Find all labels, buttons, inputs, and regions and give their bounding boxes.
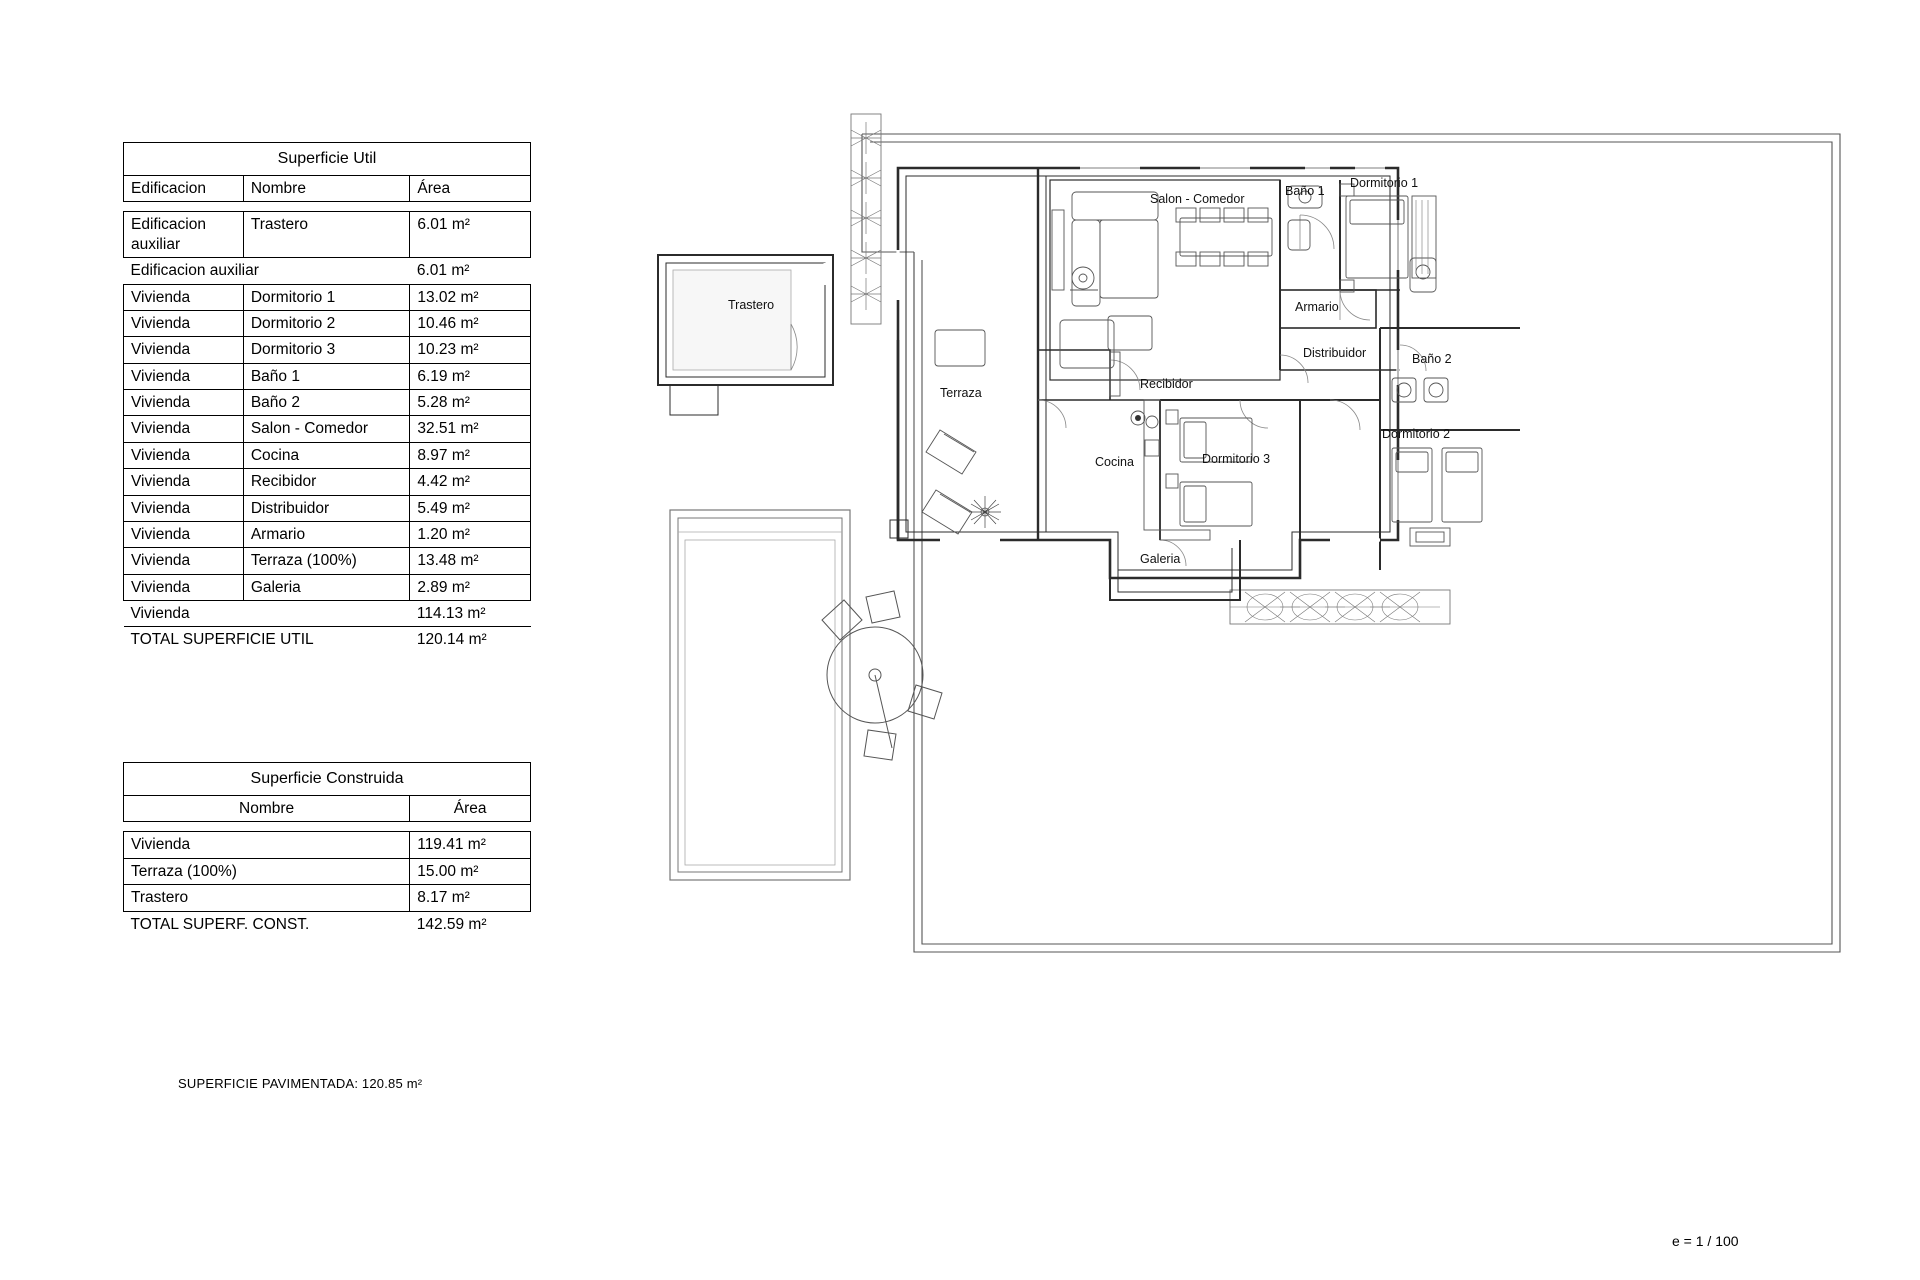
table-row <box>124 416 531 442</box>
table-row <box>124 469 531 495</box>
cell-subtotal-area: 114.13 m² <box>410 601 531 627</box>
superficie-construida-table <box>123 762 531 937</box>
cell-area: 4.42 m² <box>410 469 531 495</box>
superficie-construida-title: Superficie Construida <box>124 763 531 796</box>
room-label-armario: Armario <box>1295 300 1339 314</box>
table-row <box>124 284 531 310</box>
table-row <box>124 310 531 336</box>
table-total-row <box>124 911 531 937</box>
table-header-row <box>124 796 531 822</box>
room-label-dormitorio-3: Dormitorio 3 <box>1202 452 1271 466</box>
cell-nombre: Terraza (100%) <box>243 548 410 574</box>
cell-nombre: Baño 2 <box>243 390 410 416</box>
superficie-util-table <box>123 142 531 653</box>
cell-edificacion: Vivienda <box>124 442 244 468</box>
cell-edificacion: Vivienda <box>124 495 244 521</box>
cell-edificacion: Vivienda <box>124 284 244 310</box>
table-row <box>124 574 531 600</box>
table-row <box>124 442 531 468</box>
cell-area: 2.89 m² <box>410 574 531 600</box>
cell-nombre: Dormitorio 1 <box>243 284 410 310</box>
table-row <box>124 858 531 884</box>
superficie-pavimentada-note: SUPERFICIE PAVIMENTADA: 120.85 m² <box>178 1076 423 1091</box>
total-label: TOTAL SUPERFICIE UTIL <box>130 631 314 649</box>
cell-edificacion: Vivienda <box>124 390 244 416</box>
table-subtotal-row <box>124 601 531 627</box>
cell-area: 5.28 m² <box>410 390 531 416</box>
room-label-bano-2: Baño 2 <box>1412 352 1452 366</box>
column-header-area: Área <box>410 796 531 822</box>
column-header-nombre: Nombre <box>124 796 410 822</box>
cell-edificacion: Edificacion auxiliar <box>124 212 244 258</box>
cell-area: 6.19 m² <box>410 363 531 389</box>
column-header-edificacion: Edificacion <box>124 176 244 202</box>
cell-area: 10.46 m² <box>410 310 531 336</box>
table-row <box>124 832 531 858</box>
total-value: 142.59 m² <box>416 915 487 933</box>
room-label-cocina: Cocina <box>1095 455 1134 469</box>
cell-area: 13.48 m² <box>410 548 531 574</box>
cell-area: 13.02 m² <box>410 284 531 310</box>
table-row <box>124 495 531 521</box>
cell-edificacion: Vivienda <box>124 310 244 336</box>
floor-plan-drawing <box>640 100 1860 1100</box>
room-label-trastero: Trastero <box>728 298 775 312</box>
cell-area: 15.00 m² <box>410 858 531 884</box>
cell-nombre: Recibidor <box>243 469 410 495</box>
room-label-galeria: Galeria <box>1140 552 1181 566</box>
superficie-util-title: Superficie Util <box>124 143 531 176</box>
cell-nombre: Trastero <box>124 885 410 911</box>
table-row <box>124 212 531 258</box>
table-row <box>124 363 531 389</box>
table-total-row <box>124 627 531 653</box>
column-header-nombre: Nombre <box>243 176 410 202</box>
table-row <box>124 390 531 416</box>
cell-edificacion: Vivienda <box>124 469 244 495</box>
cell-area: 5.49 m² <box>410 495 531 521</box>
cell-edificacion: Vivienda <box>124 337 244 363</box>
room-label-recibidor: Recibidor <box>1140 377 1193 391</box>
cell-nombre: Cocina <box>243 442 410 468</box>
floor-plan-svg <box>640 100 1860 1100</box>
room-label-distribuidor: Distribuidor <box>1303 346 1367 360</box>
total-value: 120.14 m² <box>416 631 487 649</box>
cell-subtotal-label: Edificacion auxiliar <box>124 258 410 284</box>
cell-area: 10.23 m² <box>410 337 531 363</box>
table-subtotal-row <box>124 258 531 284</box>
table-row <box>124 521 531 547</box>
cell-nombre: Salon - Comedor <box>243 416 410 442</box>
cell-nombre: Trastero <box>243 212 410 258</box>
table-title-row <box>124 143 531 176</box>
cell-area: 32.51 m² <box>410 416 531 442</box>
cell-nombre: Vivienda <box>124 832 410 858</box>
table-row <box>124 885 531 911</box>
room-label-dormitorio-1: Dormitorio 1 <box>1350 176 1419 190</box>
column-header-area: Área <box>410 176 531 202</box>
cell-nombre: Dormitorio 2 <box>243 310 410 336</box>
cell-nombre: Terraza (100%) <box>124 858 410 884</box>
table-row <box>124 548 531 574</box>
cell-area: 8.97 m² <box>410 442 531 468</box>
room-label-salon-comedor: Salon - Comedor <box>1150 192 1245 206</box>
table-title-row <box>124 763 531 796</box>
cell-edificacion: Vivienda <box>124 416 244 442</box>
room-label-bano-1: Baño 1 <box>1285 184 1325 198</box>
cell-edificacion: Vivienda <box>124 521 244 547</box>
table-row <box>124 337 531 363</box>
cell-area: 1.20 m² <box>410 521 531 547</box>
cell-edificacion: Vivienda <box>124 548 244 574</box>
cell-subtotal-label: Vivienda <box>124 601 410 627</box>
room-label-dormitorio-2: Dormitorio 2 <box>1382 427 1451 441</box>
cell-nombre: Dormitorio 3 <box>243 337 410 363</box>
room-label-terraza: Terraza <box>940 386 982 400</box>
cell-edificacion: Vivienda <box>124 574 244 600</box>
cell-area: 119.41 m² <box>410 832 531 858</box>
cell-nombre: Baño 1 <box>243 363 410 389</box>
cell-area: 8.17 m² <box>410 885 531 911</box>
cell-area: 6.01 m² <box>410 212 531 258</box>
cell-edificacion: Vivienda <box>124 363 244 389</box>
cell-nombre: Armario <box>243 521 410 547</box>
scale-note: e = 1 / 100 <box>1672 1233 1739 1249</box>
total-label: TOTAL SUPERF. CONST. <box>130 915 310 933</box>
cell-nombre: Galeria <box>243 574 410 600</box>
cell-subtotal-area: 6.01 m² <box>410 258 531 284</box>
table-header-row <box>124 176 531 202</box>
cell-nombre: Distribuidor <box>243 495 410 521</box>
